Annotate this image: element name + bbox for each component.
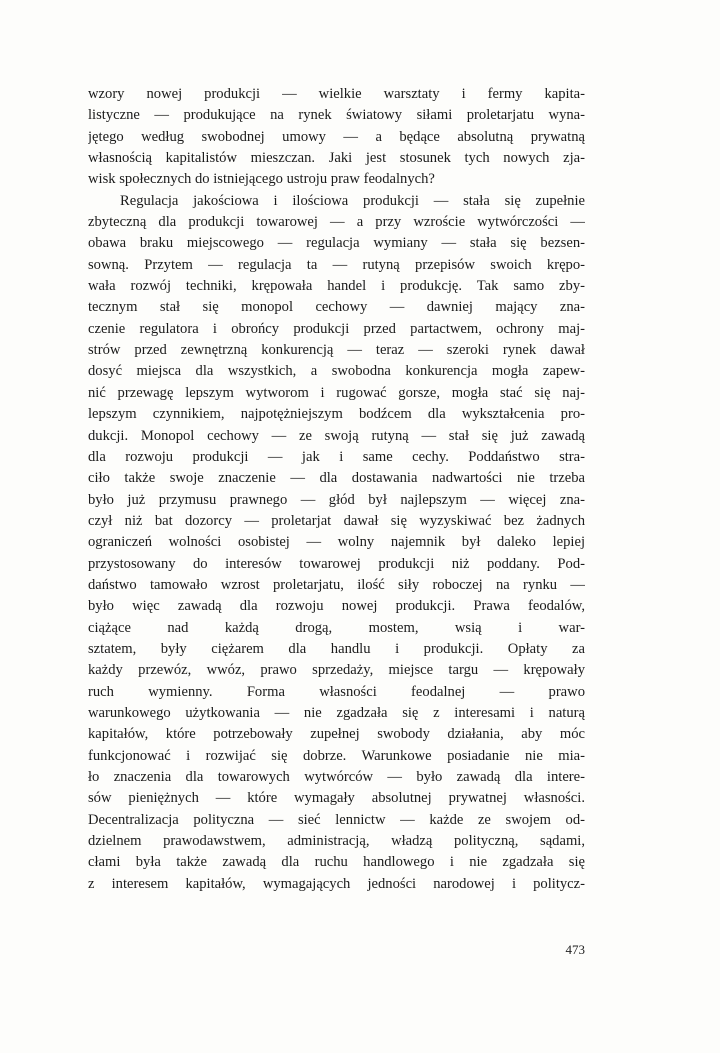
text-line-29: ruch wymienny. Forma własności feodalnej — prawo <box>88 683 585 700</box>
text-line-34: sów pieniężnych — które wymagały absolutnej prywatnej własności. <box>88 790 585 807</box>
text-line-22: ograniczeń wolności osobistej — wolny najemnik był daleko lepiej <box>88 534 585 551</box>
text-line-24: daństwo tamowało wzrost proletarjatu, ilość siły roboczej na rynku — <box>88 576 585 593</box>
text-line-36: dzielnem prawodawstwem, administracją, władzą polityczną, sądami, <box>88 833 585 850</box>
text-line-25: było więc zawadą dla rozwoju nowej produkcji. Prawa feodalów, <box>88 598 585 615</box>
text-line-10: wała rozwój techniki, krępowała handel i produkcję. Tak samo zby- <box>88 278 585 295</box>
text-line-6: Regulacja jakościowa i ilościowa produkcji — stała się zupełnie <box>120 192 585 209</box>
text-line-38: z interesem kapitałów, wymagających jedności narodowej i politycz- <box>88 875 585 892</box>
text-line-20: było już przymusu prawnego — głód był najlepszym — więcej zna- <box>88 491 585 508</box>
text-line-21: czył niż bat dozorcy — proletarjat dawał się wyzyskiwać bez żadnych <box>88 512 585 529</box>
text-line-31: kapitałów, które potrzebowały zupełnej swobody działania, aby móc <box>88 726 585 743</box>
text-line-16: lepszym czynnikiem, najpotężniejszym bodźcem dla wykształcenia pro- <box>88 406 585 423</box>
text-line-37: cłami była także zawadą dla ruchu handlowego i nie zgadzała się <box>88 854 585 871</box>
text-line-32: funkcjonować i rozwijać się dobrze. Warunkowe posiadanie nie mia- <box>88 747 585 764</box>
text-line-4: własnością kapitalistów mieszczan. Jaki jest stosunek tych nowych zja- <box>88 150 585 167</box>
text-line-18: dla rozwoju produkcji — jak i same cechy. Poddaństwo stra- <box>88 448 585 465</box>
text-line-26: ciążące nad każdą drogą, mostem, wsią i war- <box>88 619 585 636</box>
text-line-2: listyczne — produkujące na rynek światowy siłami proletarjatu wyna- <box>88 107 585 124</box>
body-text <box>88 84 585 895</box>
text-line-19: ciło także swoje znaczenie — dla dostawania nadwartości nie trzeba <box>88 470 585 487</box>
text-line-17: dukcji. Monopol cechowy — ze swoją rutyną — stał się już zawadą <box>88 427 585 444</box>
text-line-9: sowną. Przytem — regulacja ta — rutyną przepisów swoich krępo- <box>88 256 585 273</box>
text-line-35: Decentralizacja polityczna — sieć lennictw — każde ze swojem od- <box>88 811 585 828</box>
text-line-7: zbyteczną dla produkcji towarowej — a przy wzroście wytwórczości — <box>88 214 585 231</box>
text-line-8: obawa braku miejscowego — regulacja wymiany — stała się bezsen- <box>88 235 585 252</box>
text-line-1: wzory nowej produkcji — wielkie warsztaty i fermy kapita- <box>88 86 585 102</box>
text-line-30: warunkowego użytkowania — nie zgadzała się z interesami i naturą <box>88 704 585 721</box>
text-line-33: ło znaczenia dla towarowych wytwórców — było zawadą dla intere- <box>88 769 585 785</box>
text-line-15: nić przewagę lepszym wytworom i rugować gorsze, mogła stać się naj- <box>88 384 585 401</box>
text-line-5: wisk społecznych do istniejącego ustroju praw feodalnych? <box>88 171 435 188</box>
page-number: 473 <box>565 942 585 957</box>
text-line-14: dosyć miejsca dla wszystkich, a swobodna konkurencja mogła zapew- <box>88 363 585 380</box>
text-line-27: sztatem, były ciężarem dla handlu i produkcji. Opłaty za <box>88 640 585 657</box>
text-line-12: czenie regulatora i obrońcy produkcji przed partactwem, ochrony maj- <box>88 320 585 337</box>
text-line-11: tecznym stał się monopol cechowy — dawniej mający zna- <box>88 299 585 316</box>
text-line-13: strów przed zewnętrzną konkurencją — teraz — szeroki rynek dawał <box>88 342 585 359</box>
text-line-28: każdy przewóz, wwóz, prawo sprzedaży, miejsce targu — krępowały <box>88 662 585 679</box>
text-line-3: jętego według swobodnej umowy — a będące absolutną prywatną <box>88 128 585 145</box>
text-line-23: przystosowany do interesów towarowej produkcji niż poddany. Pod- <box>88 555 585 572</box>
